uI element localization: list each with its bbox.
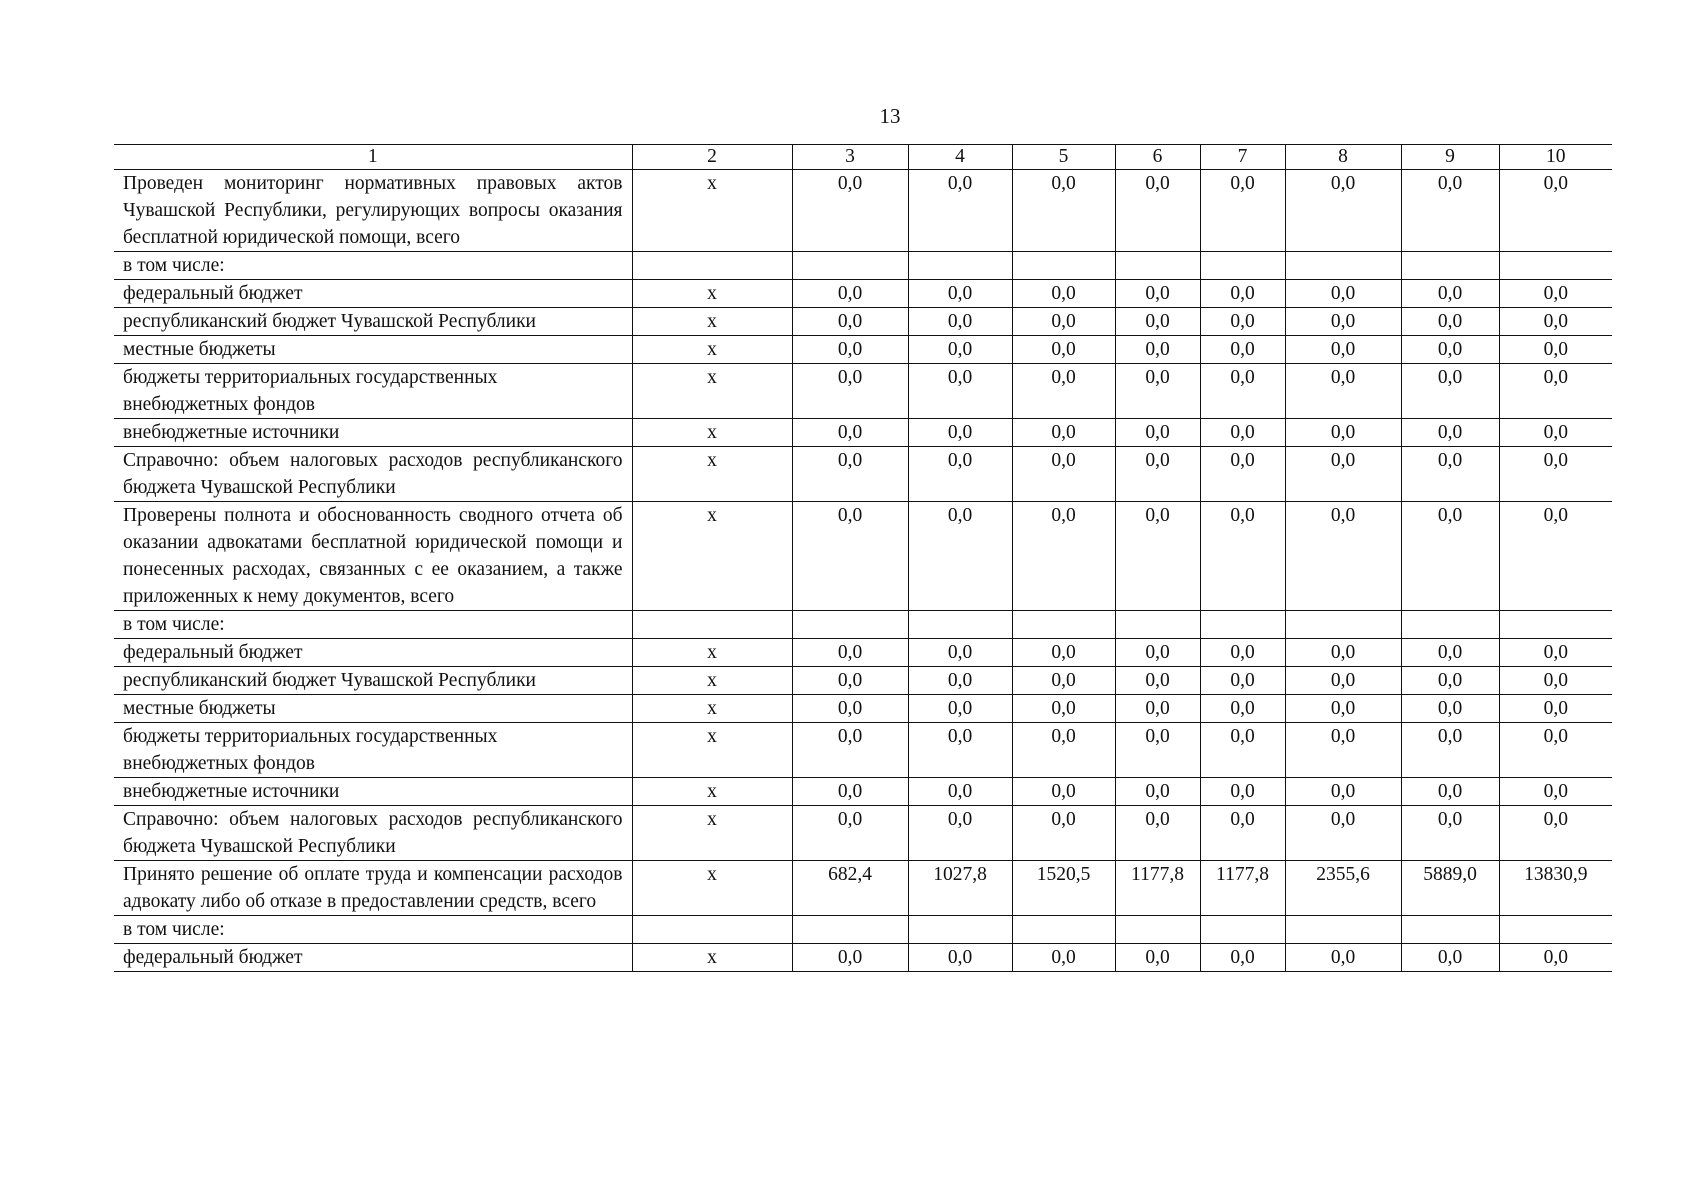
value-cell: 1177,8: [1200, 861, 1285, 916]
value-cell: 0,0: [1499, 695, 1612, 723]
value-cell: 0,0: [1285, 364, 1401, 419]
row-label: в том числе:: [114, 252, 632, 280]
value-cell: 0,0: [1285, 447, 1401, 502]
value-cell: 1520,5: [1012, 861, 1115, 916]
value-cell: 0,0: [908, 447, 1012, 502]
column-2-cell: [632, 252, 792, 280]
value-cell: 0,0: [1012, 806, 1115, 861]
value-cell: 0,0: [1285, 806, 1401, 861]
value-cell: 0,0: [1499, 778, 1612, 806]
row-label: Проверены полнота и обоснованность сводного отчета об оказании адвокатами бесплатной юридической помощи и понесенных расходах, связанных с ее оказанием, а также приложенных к нему документов, всего: [114, 502, 632, 611]
column-2-cell: x: [632, 639, 792, 667]
value-cell: 0,0: [1401, 944, 1499, 972]
value-cell: 0,0: [1012, 308, 1115, 336]
column-2-cell: x: [632, 170, 792, 252]
column-2-cell: x: [632, 806, 792, 861]
budget-table: [114, 144, 1612, 972]
value-cell: [1012, 916, 1115, 944]
value-cell: 0,0: [908, 308, 1012, 336]
row-label: федеральный бюджет: [114, 639, 632, 667]
value-cell: [1285, 916, 1401, 944]
value-cell: [1200, 916, 1285, 944]
value-cell: 0,0: [1499, 280, 1612, 308]
row-label: Принято решение об оплате труда и компенсации расходов адвокату либо об отказе в предоставлении средств, всего: [114, 861, 632, 916]
row-label: федеральный бюджет: [114, 280, 632, 308]
value-cell: 0,0: [1401, 364, 1499, 419]
value-cell: 0,0: [1401, 336, 1499, 364]
value-cell: [1401, 252, 1499, 280]
value-cell: 0,0: [1012, 723, 1115, 778]
table-row: [114, 639, 1612, 667]
value-cell: 0,0: [1012, 502, 1115, 611]
value-cell: 1177,8: [1115, 861, 1200, 916]
value-cell: 0,0: [792, 336, 908, 364]
value-cell: 0,0: [1499, 639, 1612, 667]
value-cell: 0,0: [1115, 695, 1200, 723]
value-cell: 0,0: [1115, 944, 1200, 972]
value-cell: 0,0: [1200, 667, 1285, 695]
value-cell: [1499, 611, 1612, 639]
column-header: 1: [114, 145, 632, 170]
value-cell: 0,0: [1012, 944, 1115, 972]
value-cell: 0,0: [1285, 502, 1401, 611]
value-cell: 0,0: [908, 667, 1012, 695]
value-cell: [1285, 252, 1401, 280]
value-cell: 0,0: [908, 695, 1012, 723]
value-cell: 0,0: [1012, 419, 1115, 447]
value-cell: 0,0: [1012, 336, 1115, 364]
table-row: [114, 252, 1612, 280]
value-cell: 5889,0: [1401, 861, 1499, 916]
value-cell: 0,0: [1200, 170, 1285, 252]
value-cell: 0,0: [1200, 778, 1285, 806]
value-cell: 0,0: [1200, 639, 1285, 667]
row-label: бюджеты территориальных государственных внебюджетных фондов: [114, 723, 632, 778]
value-cell: 0,0: [1012, 170, 1115, 252]
column-2-cell: x: [632, 419, 792, 447]
column-2-cell: x: [632, 778, 792, 806]
value-cell: 0,0: [1200, 723, 1285, 778]
table-row: [114, 861, 1612, 916]
column-2-cell: x: [632, 280, 792, 308]
value-cell: 0,0: [792, 639, 908, 667]
value-cell: 0,0: [908, 364, 1012, 419]
value-cell: 0,0: [908, 806, 1012, 861]
value-cell: 0,0: [792, 723, 908, 778]
column-header: 8: [1285, 145, 1401, 170]
value-cell: 0,0: [792, 806, 908, 861]
table-row: [114, 611, 1612, 639]
column-header: 10: [1499, 145, 1612, 170]
column-2-cell: x: [632, 308, 792, 336]
row-label: республиканский бюджет Чувашской Республики: [114, 308, 632, 336]
value-cell: 0,0: [1401, 419, 1499, 447]
column-2-cell: x: [632, 336, 792, 364]
value-cell: 682,4: [792, 861, 908, 916]
value-cell: 0,0: [792, 667, 908, 695]
value-cell: 0,0: [1401, 502, 1499, 611]
row-label: внебюджетные источники: [114, 419, 632, 447]
value-cell: [1499, 252, 1612, 280]
value-cell: 0,0: [1012, 667, 1115, 695]
value-cell: [1285, 611, 1401, 639]
value-cell: 0,0: [1285, 639, 1401, 667]
value-cell: 0,0: [1115, 419, 1200, 447]
value-cell: 0,0: [1012, 280, 1115, 308]
table-row: [114, 308, 1612, 336]
value-cell: 0,0: [792, 502, 908, 611]
value-cell: [1401, 916, 1499, 944]
value-cell: 0,0: [1285, 419, 1401, 447]
value-cell: 0,0: [1401, 778, 1499, 806]
row-label: Проведен мониторинг нормативных правовых актов Чувашской Республики, регулирующих вопросы оказания бесплатной юридической помощи, всего: [114, 170, 632, 252]
column-2-cell: x: [632, 364, 792, 419]
value-cell: [1200, 252, 1285, 280]
value-cell: 0,0: [1200, 806, 1285, 861]
value-cell: 0,0: [1499, 723, 1612, 778]
value-cell: 0,0: [1499, 944, 1612, 972]
value-cell: 0,0: [908, 336, 1012, 364]
table-header-row: [114, 145, 1612, 170]
value-cell: [1499, 916, 1612, 944]
value-cell: 0,0: [1115, 170, 1200, 252]
column-2-cell: [632, 916, 792, 944]
value-cell: 0,0: [908, 280, 1012, 308]
value-cell: 0,0: [908, 502, 1012, 611]
value-cell: 0,0: [908, 419, 1012, 447]
value-cell: 2355,6: [1285, 861, 1401, 916]
value-cell: [1115, 252, 1200, 280]
column-2-cell: x: [632, 695, 792, 723]
value-cell: 0,0: [1200, 447, 1285, 502]
table-row: [114, 667, 1612, 695]
row-label: местные бюджеты: [114, 695, 632, 723]
table-row: [114, 170, 1612, 252]
column-2-cell: x: [632, 447, 792, 502]
value-cell: 0,0: [1285, 280, 1401, 308]
table-row: [114, 447, 1612, 502]
value-cell: [1200, 611, 1285, 639]
row-label: Справочно: объем налоговых расходов республиканского бюджета Чувашской Республики: [114, 447, 632, 502]
row-label: республиканский бюджет Чувашской Республики: [114, 667, 632, 695]
value-cell: 0,0: [1401, 280, 1499, 308]
value-cell: 0,0: [1115, 336, 1200, 364]
table-row: [114, 280, 1612, 308]
row-label: бюджеты территориальных государственных внебюджетных фондов: [114, 364, 632, 419]
value-cell: 0,0: [792, 170, 908, 252]
column-header: 3: [792, 145, 908, 170]
row-label: в том числе:: [114, 611, 632, 639]
value-cell: 0,0: [908, 944, 1012, 972]
value-cell: 0,0: [1285, 695, 1401, 723]
value-cell: 0,0: [1285, 667, 1401, 695]
value-cell: 1027,8: [908, 861, 1012, 916]
value-cell: 0,0: [908, 170, 1012, 252]
value-cell: 0,0: [1012, 364, 1115, 419]
column-header: 6: [1115, 145, 1200, 170]
value-cell: 0,0: [1285, 170, 1401, 252]
value-cell: 0,0: [1285, 308, 1401, 336]
value-cell: 0,0: [1499, 170, 1612, 252]
value-cell: 0,0: [792, 944, 908, 972]
value-cell: [1115, 611, 1200, 639]
value-cell: [908, 611, 1012, 639]
page-number: 13: [879, 104, 901, 128]
value-cell: 0,0: [908, 723, 1012, 778]
column-2-cell: [632, 611, 792, 639]
value-cell: 13830,9: [1499, 861, 1612, 916]
value-cell: 0,0: [1401, 723, 1499, 778]
column-2-cell: x: [632, 667, 792, 695]
value-cell: 0,0: [1401, 667, 1499, 695]
value-cell: 0,0: [1401, 447, 1499, 502]
value-cell: 0,0: [792, 308, 908, 336]
value-cell: 0,0: [1401, 806, 1499, 861]
table-row: [114, 944, 1612, 972]
value-cell: 0,0: [792, 778, 908, 806]
value-cell: 0,0: [1012, 695, 1115, 723]
value-cell: 0,0: [1115, 667, 1200, 695]
row-label: Справочно: объем налоговых расходов республиканского бюджета Чувашской Республики: [114, 806, 632, 861]
column-header: 9: [1401, 145, 1499, 170]
value-cell: 0,0: [1115, 502, 1200, 611]
value-cell: 0,0: [1401, 308, 1499, 336]
value-cell: 0,0: [1499, 308, 1612, 336]
value-cell: 0,0: [1012, 447, 1115, 502]
value-cell: 0,0: [908, 639, 1012, 667]
table-row: [114, 695, 1612, 723]
value-cell: 0,0: [1200, 336, 1285, 364]
value-cell: [1012, 611, 1115, 639]
value-cell: 0,0: [1285, 944, 1401, 972]
table-row: [114, 916, 1612, 944]
value-cell: 0,0: [1499, 502, 1612, 611]
table-row: [114, 336, 1612, 364]
value-cell: [1012, 252, 1115, 280]
value-cell: 0,0: [1285, 336, 1401, 364]
value-cell: 0,0: [792, 280, 908, 308]
value-cell: 0,0: [1200, 364, 1285, 419]
value-cell: 0,0: [1401, 695, 1499, 723]
value-cell: 0,0: [1115, 778, 1200, 806]
value-cell: 0,0: [792, 447, 908, 502]
value-cell: [908, 252, 1012, 280]
column-header: 5: [1012, 145, 1115, 170]
value-cell: 0,0: [908, 778, 1012, 806]
table-row: [114, 502, 1612, 611]
value-cell: [792, 611, 908, 639]
value-cell: 0,0: [1115, 364, 1200, 419]
value-cell: 0,0: [792, 695, 908, 723]
table-body: [114, 145, 1612, 972]
value-cell: 0,0: [1200, 695, 1285, 723]
value-cell: 0,0: [1115, 639, 1200, 667]
row-label: местные бюджеты: [114, 336, 632, 364]
column-header: 7: [1200, 145, 1285, 170]
value-cell: [792, 252, 908, 280]
column-header: 2: [632, 145, 792, 170]
value-cell: 0,0: [1499, 806, 1612, 861]
value-cell: 0,0: [1401, 639, 1499, 667]
value-cell: 0,0: [1200, 502, 1285, 611]
value-cell: 0,0: [1200, 280, 1285, 308]
value-cell: 0,0: [1285, 723, 1401, 778]
column-2-cell: x: [632, 502, 792, 611]
value-cell: [908, 916, 1012, 944]
value-cell: 0,0: [1499, 336, 1612, 364]
value-cell: 0,0: [1285, 778, 1401, 806]
table-row: [114, 806, 1612, 861]
column-2-cell: x: [632, 723, 792, 778]
value-cell: 0,0: [1115, 280, 1200, 308]
value-cell: 0,0: [1115, 723, 1200, 778]
value-cell: 0,0: [1499, 447, 1612, 502]
column-2-cell: x: [632, 861, 792, 916]
row-label: внебюджетные источники: [114, 778, 632, 806]
table-row: [114, 723, 1612, 778]
value-cell: 0,0: [1499, 667, 1612, 695]
table-row: [114, 364, 1612, 419]
row-label: федеральный бюджет: [114, 944, 632, 972]
table-row: [114, 778, 1612, 806]
value-cell: 0,0: [1200, 308, 1285, 336]
value-cell: 0,0: [1012, 778, 1115, 806]
value-cell: [1115, 916, 1200, 944]
value-cell: 0,0: [1499, 364, 1612, 419]
value-cell: 0,0: [792, 364, 908, 419]
row-label: в том числе:: [114, 916, 632, 944]
value-cell: 0,0: [1115, 806, 1200, 861]
value-cell: 0,0: [1401, 170, 1499, 252]
column-2-cell: x: [632, 944, 792, 972]
value-cell: 0,0: [1115, 447, 1200, 502]
value-cell: 0,0: [1499, 419, 1612, 447]
value-cell: 0,0: [1115, 308, 1200, 336]
value-cell: 0,0: [1200, 944, 1285, 972]
value-cell: [1401, 611, 1499, 639]
table-row: [114, 419, 1612, 447]
value-cell: 0,0: [1200, 419, 1285, 447]
value-cell: 0,0: [792, 419, 908, 447]
value-cell: [792, 916, 908, 944]
column-header: 4: [908, 145, 1012, 170]
value-cell: 0,0: [1012, 639, 1115, 667]
